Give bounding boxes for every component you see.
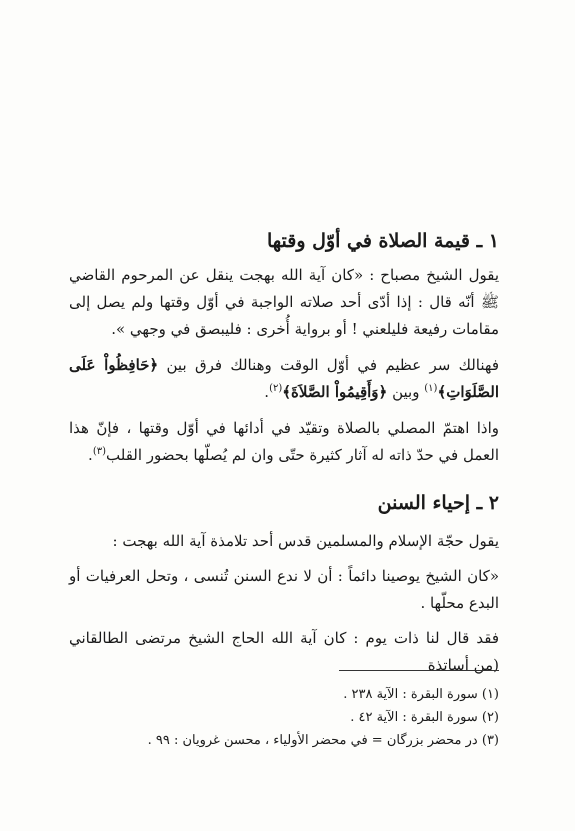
footnote-ref-1[interactable]: (١) xyxy=(424,383,438,394)
paragraph-verses xyxy=(69,352,499,406)
footnote-3: (٣) در محضر بزرگان = في محضر الأولياء ، محسن غرويان : ٩٩ . xyxy=(147,733,499,748)
prayer-effects-text: واذا اهتمّ المصلي بالصلاة وتقيّد في أدائها في أوّل وقتها ، فإنّ هذا العمل في حدّ ذاته له آثار كثيرة حتّى وان لم يُصلّها بحضور القلب xyxy=(69,419,499,464)
footnote-ref-2[interactable]: (٢) xyxy=(269,383,283,394)
footnotes xyxy=(69,683,499,752)
quran-verse-2: ﴿وَأَقِيمُواْ الصَّلاَةَ﴾ xyxy=(282,383,388,401)
verses-text-b: وبين xyxy=(392,383,420,401)
prayer-effects-period: . xyxy=(88,446,93,464)
section-body-prayer-time xyxy=(69,262,499,469)
paragraph-hujjat-intro: يقول حجّة الإسلام والمسلمين قدس أحد تلامذة آية الله بهجت : xyxy=(112,532,499,550)
footnote-divider xyxy=(339,670,499,671)
paragraph-taleqani: فقد قال لنا ذات يوم : كان آية الله الحاج الشيخ مرتضى الطالقاني (من أساتذة xyxy=(69,629,499,674)
footnote-ref-3[interactable]: (٣) xyxy=(92,446,106,457)
paragraph-sheikh-advice: «كان الشيخ يوصينا دائماً : أن لا ندع السنن تُنسى ، وتحل العرفيات أو البدع محلّها . xyxy=(69,567,499,612)
footnote-2: (٢) سورة البقرة : الآية ٤٢ . xyxy=(350,710,499,725)
section-body-reviving-sunan xyxy=(69,528,499,679)
paragraph-prayer-effects xyxy=(69,415,499,469)
verses-text-a: فهنالك سر عظيم في أوّل الوقت وهنالك فرق بين xyxy=(166,356,499,374)
footnote-1: (١) سورة البقرة : الآية ٢٣٨ . xyxy=(343,687,499,702)
quran-verse-1: ﴿حَافِظُواْ عَلَى الصَّلَوَاتِ﴾ xyxy=(69,356,499,401)
paragraph-sheikh-misbah-quote: يقول الشيخ مصباح : «كان آية الله بهجت ينقل عن المرحوم القاضي ﷺ أنّه قال : إذا أدّى أحد صلاته الواجبة في أوّل وقتها ولم يصل إلى مقامات رفيعة فليلعني ! أو برواية أُخرى : فليبصق في وجهي ». xyxy=(69,266,499,338)
section-heading-prayer-time: ١ ـ قيمة الصلاة في أوّل وقتها xyxy=(266,230,499,252)
verses-period: . xyxy=(264,383,270,401)
section-heading-reviving-sunan: ٢ ـ إحياء السنن xyxy=(377,492,499,514)
